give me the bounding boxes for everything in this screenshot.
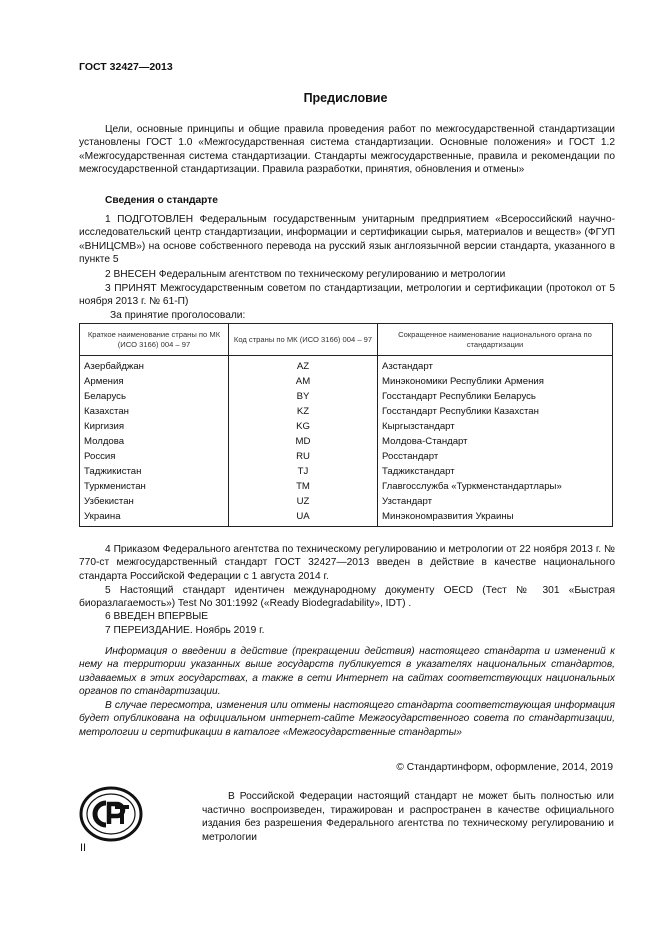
table-row: [80, 434, 613, 449]
country-code-cell: KZ: [229, 404, 378, 419]
table-row: [80, 374, 613, 389]
standards-body-cell: Госстандарт Республики Казахстан: [378, 404, 613, 419]
table-row: [80, 389, 613, 404]
standards-body-cell: Молдова-Стандарт: [378, 434, 613, 449]
country-name-cell: Армения: [80, 374, 229, 389]
standards-body-cell: Росстандарт: [378, 449, 613, 464]
country-name-cell: Узбекистан: [80, 494, 229, 509]
column-header: Сокращенное наименование национального органа по стандартизации: [378, 324, 613, 356]
voted-label: За принятие проголосовали:: [110, 310, 246, 321]
country-code-cell: TM: [229, 479, 378, 494]
item-6: 6 ВВЕДЕН ВПЕРВЫЕ: [105, 611, 209, 622]
table-row: [80, 464, 613, 479]
country-code-cell: UA: [229, 509, 378, 527]
page-title: Предисловие: [303, 91, 388, 105]
table-row: [80, 479, 613, 494]
foreword-intro: Цели, основные принципы и общие правила проведения работ по межгосударственной стандартизации установлены ГОСТ 1.0 «Межгосударственная система стандартизации. Основные положения» и ГОСТ 1.2 «Межгосударственная система стандартизации. Стандарты межгосударственные, правила и рекомендации по межгосударственной стандартизации. Правила разработки, принятия, обновления и отмены»: [79, 124, 615, 176]
info-note-2: В случае пересмотра, изменения или отмены настоящего стандарта соответствующая информация будет опубликована на официальном интернет-сайте Межгосударственного совета по стандартизации, метрологии и сертификации в каталоге «Межгосударственные стандарты»: [79, 700, 615, 738]
country-code-cell: BY: [229, 389, 378, 404]
column-header: Код страны по МК (ИСО 3166) 004 – 97: [229, 324, 378, 356]
table-row: [80, 419, 613, 434]
country-name-cell: Туркменистан: [80, 479, 229, 494]
rst-certification-mark-icon: [79, 786, 143, 842]
country-name-cell: Беларусь: [80, 389, 229, 404]
country-code-cell: AZ: [229, 356, 378, 375]
item-7: 7 ПЕРЕИЗДАНИЕ. Ноябрь 2019 г.: [105, 625, 265, 636]
standards-body-cell: Азстандарт: [378, 356, 613, 375]
countries-table: [79, 323, 613, 527]
section-heading: Сведения о стандарте: [105, 195, 218, 206]
standards-body-cell: Минэкономразвития Украины: [378, 509, 613, 527]
table-row: [80, 494, 613, 509]
item-3: 3 ПРИНЯТ Межгосударственным советом по стандартизации, метрологии и сертификации (протокол от 5 ноября 2013 г. № 61-П): [79, 283, 615, 308]
table-row: [80, 404, 613, 419]
country-name-cell: Молдова: [80, 434, 229, 449]
table-row: [80, 356, 613, 375]
item-4: 4 Приказом Федерального агентства по техническому регулированию и метрологии от 22 ноября 2013 г. № 770-ст межгосударственный стандарт ГОСТ 32427—2013 введен в действие в качестве национального стандарта Российской Федерации с 1 августа 2014 г.: [79, 544, 615, 582]
copyright-line: © Стандартинформ, оформление, 2014, 2019: [396, 762, 613, 773]
country-name-cell: Казахстан: [80, 404, 229, 419]
standards-body-cell: Госстандарт Республики Беларусь: [378, 389, 613, 404]
copyright-notice: В Российской Федерации настоящий стандарт не может быть полностью или частично воспроизведен, тиражирован и распространен в качестве официального издания без разрешения Федерального агентства по техническому регулированию и метрологии: [202, 791, 614, 843]
standards-body-cell: Минэкономики Республики Армения: [378, 374, 613, 389]
country-name-cell: Украина: [80, 509, 229, 527]
column-header: Краткое наименование страны по МК (ИСО 3166) 004 – 97: [80, 324, 229, 356]
country-name-cell: Россия: [80, 449, 229, 464]
page-number: II: [80, 842, 87, 854]
country-name-cell: Киргизия: [80, 419, 229, 434]
country-code-cell: TJ: [229, 464, 378, 479]
item-5: 5 Настоящий стандарт идентичен международному документу OECD (Тест № 301 «Быстрая биоразлагаемость») Test No 301:1992 («Ready Biodegradability», IDT) .: [79, 585, 615, 610]
country-code-cell: UZ: [229, 494, 378, 509]
country-name-cell: Азербайджан: [80, 356, 229, 375]
document-code: ГОСТ 32427—2013: [79, 61, 173, 73]
country-code-cell: AM: [229, 374, 378, 389]
table-body: [80, 356, 613, 527]
standards-body-cell: Узстандарт: [378, 494, 613, 509]
table-row: [80, 509, 613, 527]
standards-body-cell: Кыргызстандарт: [378, 419, 613, 434]
country-name-cell: Таджикистан: [80, 464, 229, 479]
country-code-cell: KG: [229, 419, 378, 434]
standards-body-cell: Таджикстандарт: [378, 464, 613, 479]
info-note-1: Информация о введении в действие (прекращении действия) настоящего стандарта и изменений к нему на территории указанных выше государств публикуется в указателях национальных стандартов, издаваемых в этих государствах, а также в сети Интернет на сайтах соответствующих национальных органов по стандартизации.: [79, 646, 615, 698]
country-code-cell: MD: [229, 434, 378, 449]
table-row: [80, 449, 613, 464]
item-2: 2 ВНЕСЕН Федеральным агентством по техническому регулированию и метрологии: [105, 269, 506, 280]
table-header-row: [80, 324, 613, 356]
standards-body-cell: Главгосслужба «Туркменстандартлары»: [378, 479, 613, 494]
item-1: 1 ПОДГОТОВЛЕН Федеральным государственным унитарным предприятием «Всероссийский научно-исследовательский центр стандартизации, информации и сертификации сырья, материалов и веществ» (ФГУП «ВНИЦСМВ») на основе собственного перевода на русский язык англоязычной версии стандарта, указанного в пункте 5: [79, 214, 615, 266]
country-code-cell: RU: [229, 449, 378, 464]
